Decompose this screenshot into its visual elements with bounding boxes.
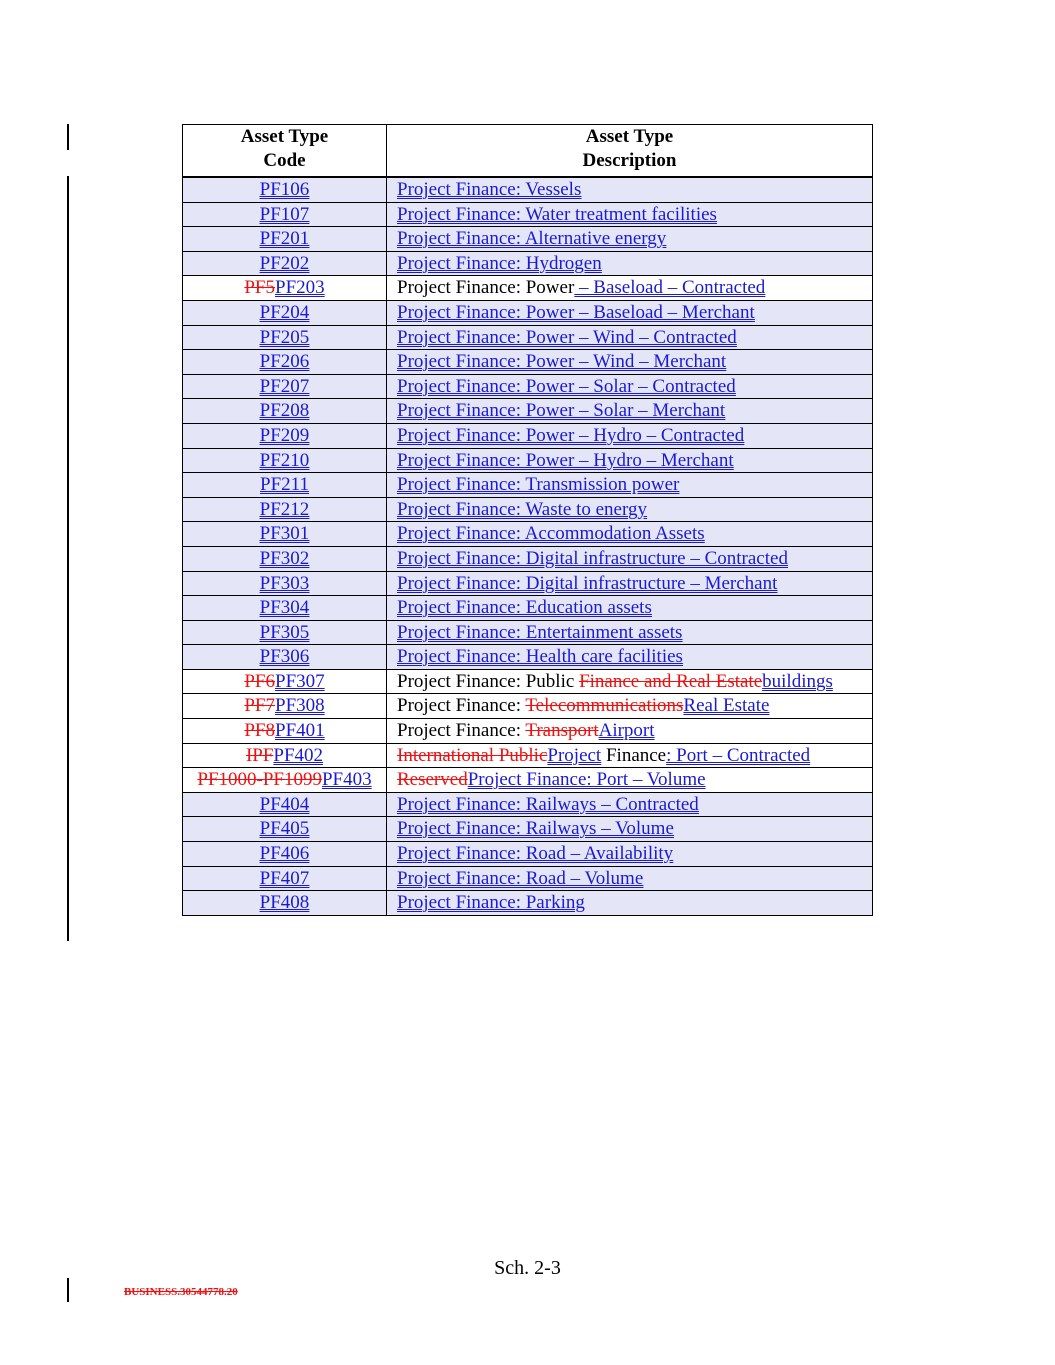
deleted-text: PF7 [244,695,275,717]
inserted-text: Real Estate [683,695,770,717]
asset-description-cell [387,374,873,399]
inserted-text: Project Finance: Railways – Contracted [397,793,699,815]
inserted-text: PF106 [259,179,310,200]
deleted-text: PF1000-PF1099 [197,769,322,791]
inserted-text: PF304 [259,597,310,619]
header-line: Description [582,150,677,171]
asset-description-cell [387,227,873,252]
asset-description-cell [387,596,873,621]
table-row [183,374,873,399]
inserted-text: – Baseload – Contracted [574,277,766,299]
asset-code-cell [183,719,387,744]
table-row [183,522,873,547]
header-code [183,125,387,178]
table-row [183,325,873,350]
table-row [183,448,873,473]
table-row [183,473,873,498]
table-row [183,620,873,645]
table-row [183,842,873,867]
inserted-text: PF404 [259,793,310,815]
asset-code-cell [183,645,387,670]
deleted-text: PF8 [244,720,275,742]
inserted-text: PF205 [259,326,310,348]
deleted-text: Telecommunications [525,695,684,717]
asset-code-cell [183,891,387,916]
asset-code-cell [183,866,387,891]
inserted-text: PF302 [259,547,310,569]
asset-code-cell [183,325,387,350]
asset-description-cell [387,694,873,719]
inserted-text: Project Finance: Power – Baseload – Merchant [397,301,755,323]
deleted-text: Reserved [397,769,468,791]
inserted-text: Project Finance: Health care facilities [397,646,683,668]
asset-code-cell [183,817,387,842]
table-row [183,300,873,325]
asset-description-cell [387,743,873,768]
change-bar [67,1278,69,1302]
asset-description-cell [387,719,873,744]
asset-description-cell [387,325,873,350]
inserted-text: Project [547,744,602,766]
inserted-text: PF202 [259,252,310,274]
inserted-text: Project Finance: Education assets [397,597,652,619]
inserted-text: Project Finance: Alternative energy [397,228,667,250]
inserted-text: Project Finance: Power – Hydro – Merchant [397,449,734,471]
asset-code-cell [183,620,387,645]
asset-description-cell [387,522,873,547]
change-bar [67,176,69,941]
asset-code-cell [183,399,387,424]
table-row [183,399,873,424]
table-body [183,177,873,915]
header-line: Asset Type [585,126,674,147]
asset-description-cell [387,842,873,867]
asset-description-cell [387,546,873,571]
text: Project Finance: Power [397,277,575,299]
table-row [183,719,873,744]
table-row [183,596,873,621]
inserted-text: PF406 [259,843,310,865]
inserted-text: PF210 [259,449,310,471]
text: Project Finance: Public [397,670,580,692]
asset-description-cell [387,768,873,793]
inserted-text: Project Finance: Water treatment facilities [397,203,717,225]
table-row [183,177,873,202]
asset-code-cell [183,202,387,227]
asset-code-cell [183,350,387,375]
inserted-text: PF401 [275,720,325,742]
inserted-text: PF208 [259,400,310,422]
inserted-text: PF303 [259,572,310,594]
inserted-text: Project Finance: Waste to energy [397,498,647,520]
asset-description-cell [387,497,873,522]
asset-code-cell [183,792,387,817]
asset-code-cell [183,497,387,522]
deleted-text: International Public [397,744,548,766]
header-description [387,125,873,178]
inserted-text: Project Finance: Parking [397,892,585,914]
table-row [183,497,873,522]
inserted-text: Project Finance: Road – Availability [397,843,674,865]
asset-code-cell [183,227,387,252]
table-row [183,817,873,842]
inserted-text: Project Finance: Accommodation Assets [397,523,705,545]
inserted-text: PF405 [259,818,310,840]
table-row [183,891,873,916]
text: Project Finance: [397,695,526,717]
asset-code-cell [183,374,387,399]
asset-code-cell [183,423,387,448]
inserted-text: PF211 [260,474,309,496]
inserted-text: PF207 [259,375,310,397]
table-row [183,251,873,276]
asset-description-cell [387,350,873,375]
asset-description-cell [387,276,873,301]
inserted-text: Airport [598,720,655,742]
inserted-text: PF403 [321,769,372,791]
inserted-text: Project Finance: Power – Solar – Contracted [397,375,736,397]
asset-code-cell [183,276,387,301]
table-row [183,694,873,719]
inserted-text: PF308 [275,695,325,717]
asset-description-cell [387,620,873,645]
header-line: Asset Type [240,126,329,147]
inserted-text: PF212 [259,498,310,520]
inserted-text: Project Finance: Entertainment assets [397,621,683,643]
table-row [183,571,873,596]
asset-code-cell [183,768,387,793]
inserted-text: PF402 [273,744,324,766]
table-row [183,866,873,891]
inserted-text: PF305 [259,621,310,643]
asset-description-cell [387,866,873,891]
asset-code-cell [183,743,387,768]
text: Finance [601,744,667,766]
asset-code-cell [183,473,387,498]
deleted-text: PF6 [244,670,275,692]
inserted-text: Project Finance: Road – Volume [397,867,644,889]
inserted-text: PF407 [259,867,310,889]
asset-code-cell [183,694,387,719]
inserted-text: Project Finance: Hydrogen [397,252,602,274]
inserted-text: PF107 [259,203,310,225]
deleted-text: Transport [525,720,599,742]
header-line: Code [263,150,306,171]
document-id: BUSINESS.30544778.20 [124,1286,238,1298]
inserted-text: Project Finance: Digital infrastructure – Contracted [397,547,788,569]
inserted-text: Project Finance: Digital infrastructure – Merchant [397,572,778,594]
asset-description-cell [387,792,873,817]
table-row [183,276,873,301]
inserted-text: Project Finance: Power – Hydro – Contracted [397,424,745,446]
table-row [183,546,873,571]
inserted-text: PF204 [259,301,310,323]
inserted-text: Project Finance: Port – Volume [467,769,706,791]
asset-description-cell [387,448,873,473]
deleted-text: Finance and Real Estate [579,670,763,692]
asset-type-table [182,124,873,916]
table-row [183,227,873,252]
asset-code-cell [183,546,387,571]
inserted-text: PF209 [259,424,310,446]
inserted-text: buildings [762,670,833,692]
inserted-text: PF201 [259,228,310,250]
inserted-text: PF408 [259,892,310,914]
asset-description-cell [387,202,873,227]
inserted-text: Project Finance: Power – Wind – Contracted [397,326,737,348]
asset-description-cell [387,177,873,202]
asset-code-cell [183,522,387,547]
asset-code-cell [183,177,387,202]
asset-code-cell [183,842,387,867]
inserted-text: PF206 [259,351,310,373]
inserted-text: Project Finance: Vessels [397,179,582,200]
asset-code-cell [183,300,387,325]
inserted-text: PF203 [275,277,325,299]
asset-code-cell [183,669,387,694]
page-number: Sch. 2-3 [494,1257,561,1279]
asset-description-cell [387,669,873,694]
table-row [183,423,873,448]
asset-description-cell [387,817,873,842]
change-bar [67,124,69,150]
asset-description-cell [387,423,873,448]
asset-description-cell [387,300,873,325]
text: Project Finance: [397,720,526,742]
asset-description-cell [387,571,873,596]
asset-code-cell [183,251,387,276]
asset-description-cell [387,645,873,670]
asset-code-cell [183,571,387,596]
asset-description-cell [387,891,873,916]
inserted-text: Project Finance: Power – Solar – Merchant [397,400,726,422]
table-row [183,768,873,793]
inserted-text: Project Finance: Railways – Volume [397,818,674,840]
table-row [183,350,873,375]
table-row [183,202,873,227]
inserted-text: Project Finance: Power – Wind – Merchant [397,351,727,373]
deleted-text: IPF [245,744,274,766]
table-row [183,743,873,768]
inserted-text: PF301 [259,523,310,545]
table-header-row [183,125,873,178]
table-row [183,792,873,817]
deleted-text: PF5 [244,277,275,299]
inserted-text: Project Finance: Transmission power [397,474,680,496]
inserted-text: PF306 [259,646,310,668]
asset-code-cell [183,448,387,473]
inserted-text: : Port – Contracted [666,744,811,766]
asset-description-cell [387,473,873,498]
inserted-text: PF307 [275,670,325,692]
asset-description-cell [387,251,873,276]
asset-description-cell [387,399,873,424]
table-row [183,669,873,694]
table-row [183,645,873,670]
asset-code-cell [183,596,387,621]
